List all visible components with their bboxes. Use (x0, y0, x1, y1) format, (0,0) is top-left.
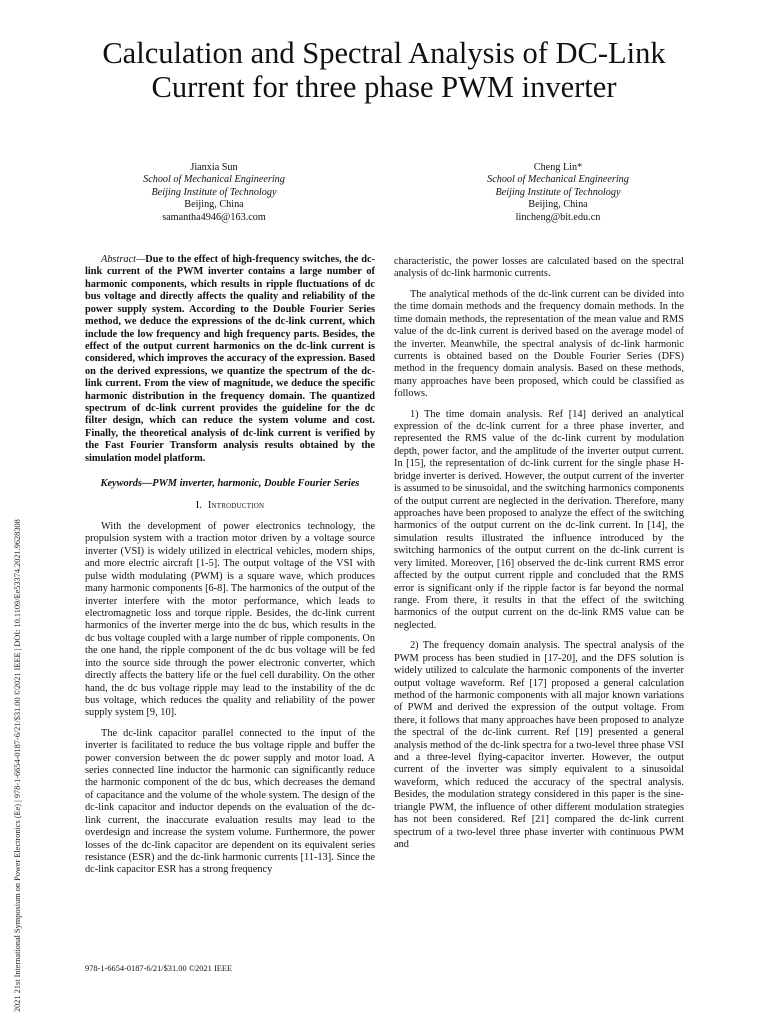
author-department: School of Mechanical Engineering (487, 174, 629, 186)
abstract (85, 254, 375, 465)
author-city: Beijing, China (528, 199, 588, 211)
author-department: School of Mechanical Engineering (143, 174, 285, 186)
copyright-footer: 978-1-6654-0187-6/21/$31.00 ©2021 IEEE (85, 964, 233, 973)
body-paragraph: 1) The time domain analysis. Ref [14] derived an analytical expression of the dc-link current for a three phase inverter, and represented the RMS value of the dc-link current by modulation depth, power factor, and the amplitude of the inverter output current. In [15], the representation of dc-link current for the single phase H-bridge inverter is derived. However, the output current of the inverter is assumed to be sinusoidal, and the switching harmonics components of the output current are neglected in the derivation. Therefore, many approaches have been proposed to analyze the effect of the switching harmonics of the output current on the dc-link current. In [14], the simulation results illustrated the influence introduced by the switching harmonics of the output current on the dc-link current is very limited. Moreover, [16] observed the dc-link current RMS error affected by the output current ripple and concluded that the RMS error is significant only if the ripple factor is far beyond the normal range. From there, it results in that the effect of the switching harmonics of the output current on the dc-link RMS value can be neglected. (394, 408, 684, 631)
paper-title: Calculation and Spectral Analysis of DC-Link Current for three phase PWM inverter (102, 36, 666, 104)
body-paragraph: characteristic, the power losses are calculated based on the spectral analysis of dc-link harmonic currents. (394, 256, 684, 280)
intro-paragraph: The dc-link capacitor parallel connected to the input of the inverter is facilitated to reduce the bus voltage ripple and buffer the power conversion between the dc power supply and motor load. A series connected line inductor the harmonic can significantly reduce the harmonic component of the dc bus, which decreases the demand of capacitance and the volume of the whole system. The design of the dc-link capacitor and inductor depends on the evaluation of the dc-link current, the inaccurate evaluation results may lead to the overdesign and increase the system volume. Furthermore, the power losses of the dc-link capacitor are dependent on its equivalent series resistance (ESR) and the dc-link harmonic currents [11-13]. Since the dc-link capacitor ESR has a strong frequency (85, 727, 375, 876)
author-email: samantha4946@163.com (162, 211, 266, 223)
intro-paragraph: With the development of power electronics technology, the propulsion system with a traction motor driven by a voltage source inverter (VSI) is widely utilized in electrical vehicles, modern ships, and more electric aircraft [1-5]. The output voltage of the VSI with pulse width modulating (PWM) is a square wave, which produces many harmonic components [6-8]. The harmonics of the output of the inverter interfere with the motor performance, which leads to electromagnetic loss and torque ripple. Besides, the dc-link current harmonics of the inverter merge into the dc bus, which results in the dc bus voltage coupled with a large number of ripple components. On the one hand, the ripple component of the dc bus voltage will be fed into the source side through the power electronic converter, which directly affects the battery life or the fuel cell durability. On the other hand, the dc bus voltage ripple may lead to the instability of the dc bus voltage, which reduces the quality and reliability of the power supply system [9, 10]. (85, 521, 375, 719)
section-title: Introduction (207, 499, 265, 511)
doi-sidebar: 2021 21st International Symposium on Power Electronics (Ee) | 978-1-6654-0187-6/21/$31.00 ©2021 IEEE | DOI: 10.1109/Ee53374.2021.9628308 (13, 519, 22, 1012)
author-block-1 (64, 162, 364, 224)
left-column (85, 254, 375, 885)
author-name: Jianxia Sun (190, 162, 238, 173)
section-number: I. (195, 499, 203, 511)
author-institution: Beijing Institute of Technology (151, 186, 277, 198)
body-paragraph: The analytical methods of the dc-link current can be divided into the time domain methods and the frequency domain methods. In the time domain methods, the representation of the mean value and RMS value of the dc-link current is derived based on the average model of the inverter. Meanwhile, the spectral analysis of dc-link harmonic currents is obtained based on the Double Fourier Series (DFS) method in the frequency domain analysis. Based on these methods, many approaches have been proposed, which could be classified as follows. (394, 288, 684, 400)
author-name: Cheng Lin* (533, 162, 583, 173)
abstract-text: Due to the effect of high-frequency switches, the dc-link current of the PWM inverter contains a large number of harmonic components, which results in ripple fluctuations of dc bus voltage and directly affects the quality and reliability of the power supply system. According to the Double Fourier Series method, we deduce the expressions of the dc-link current, which include the low frequency and high frequency parts. Besides, the effect of the output current harmonics on the dc-link current is considered, which improves the accuracy of the expression. Based on the derived expressions, we quantize the spectrum of the dc-link current. From the view of magnitude, we deduce the specific harmonic distribution in the frequency domain. The quantized spectrum of dc-link current provides the guideline for the dc filter design, which can reduce the system volume and cost. Finally, the theoretical analysis of dc-link current is verified by the Fast Fourier Transform analysis results obtained by the simulation model platform. (85, 254, 375, 464)
section-heading (85, 500, 375, 512)
keywords: Keywords—PWM inverter, harmonic, Double Fourier Series (100, 478, 360, 490)
body-paragraph: 2) The frequency domain analysis. The spectral analysis of the PWM process has been studied in [17-20], and the DFS solution is widely utilized to calculate the harmonic components of the inverter output voltage waveform. Ref [17] proposed a general calculation method of the harmonic components with all major known variations of PWM and derived the expression of the output voltage. From there, it follows that many approaches have been proposed to analyze the spectral of the dc-link current. Ref [19] presented a general analysis method of the dc-link spectra for a two-level three phase VSI and a three-level flying-capacitor inverter. However, the output current of the inverter was simply equivalent to a sinusoidal waveform, which reduced the accuracy of the spectral analysis. Besides, the modulation strategy considered in this paper is the sine-triangle PWM, the influence of other different modulation strategies has not been considered. Ref [21] compared the dc-link current spectrum of a two-level three phase inverter with continuous PWM and (394, 640, 684, 850)
right-column (394, 256, 684, 859)
author-city: Beijing, China (184, 199, 244, 211)
author-institution: Beijing Institute of Technology (495, 186, 621, 198)
abstract-label: Abstract— (101, 254, 146, 265)
author-block-2 (408, 162, 708, 224)
author-email: lincheng@bit.edu.cn (515, 211, 601, 223)
